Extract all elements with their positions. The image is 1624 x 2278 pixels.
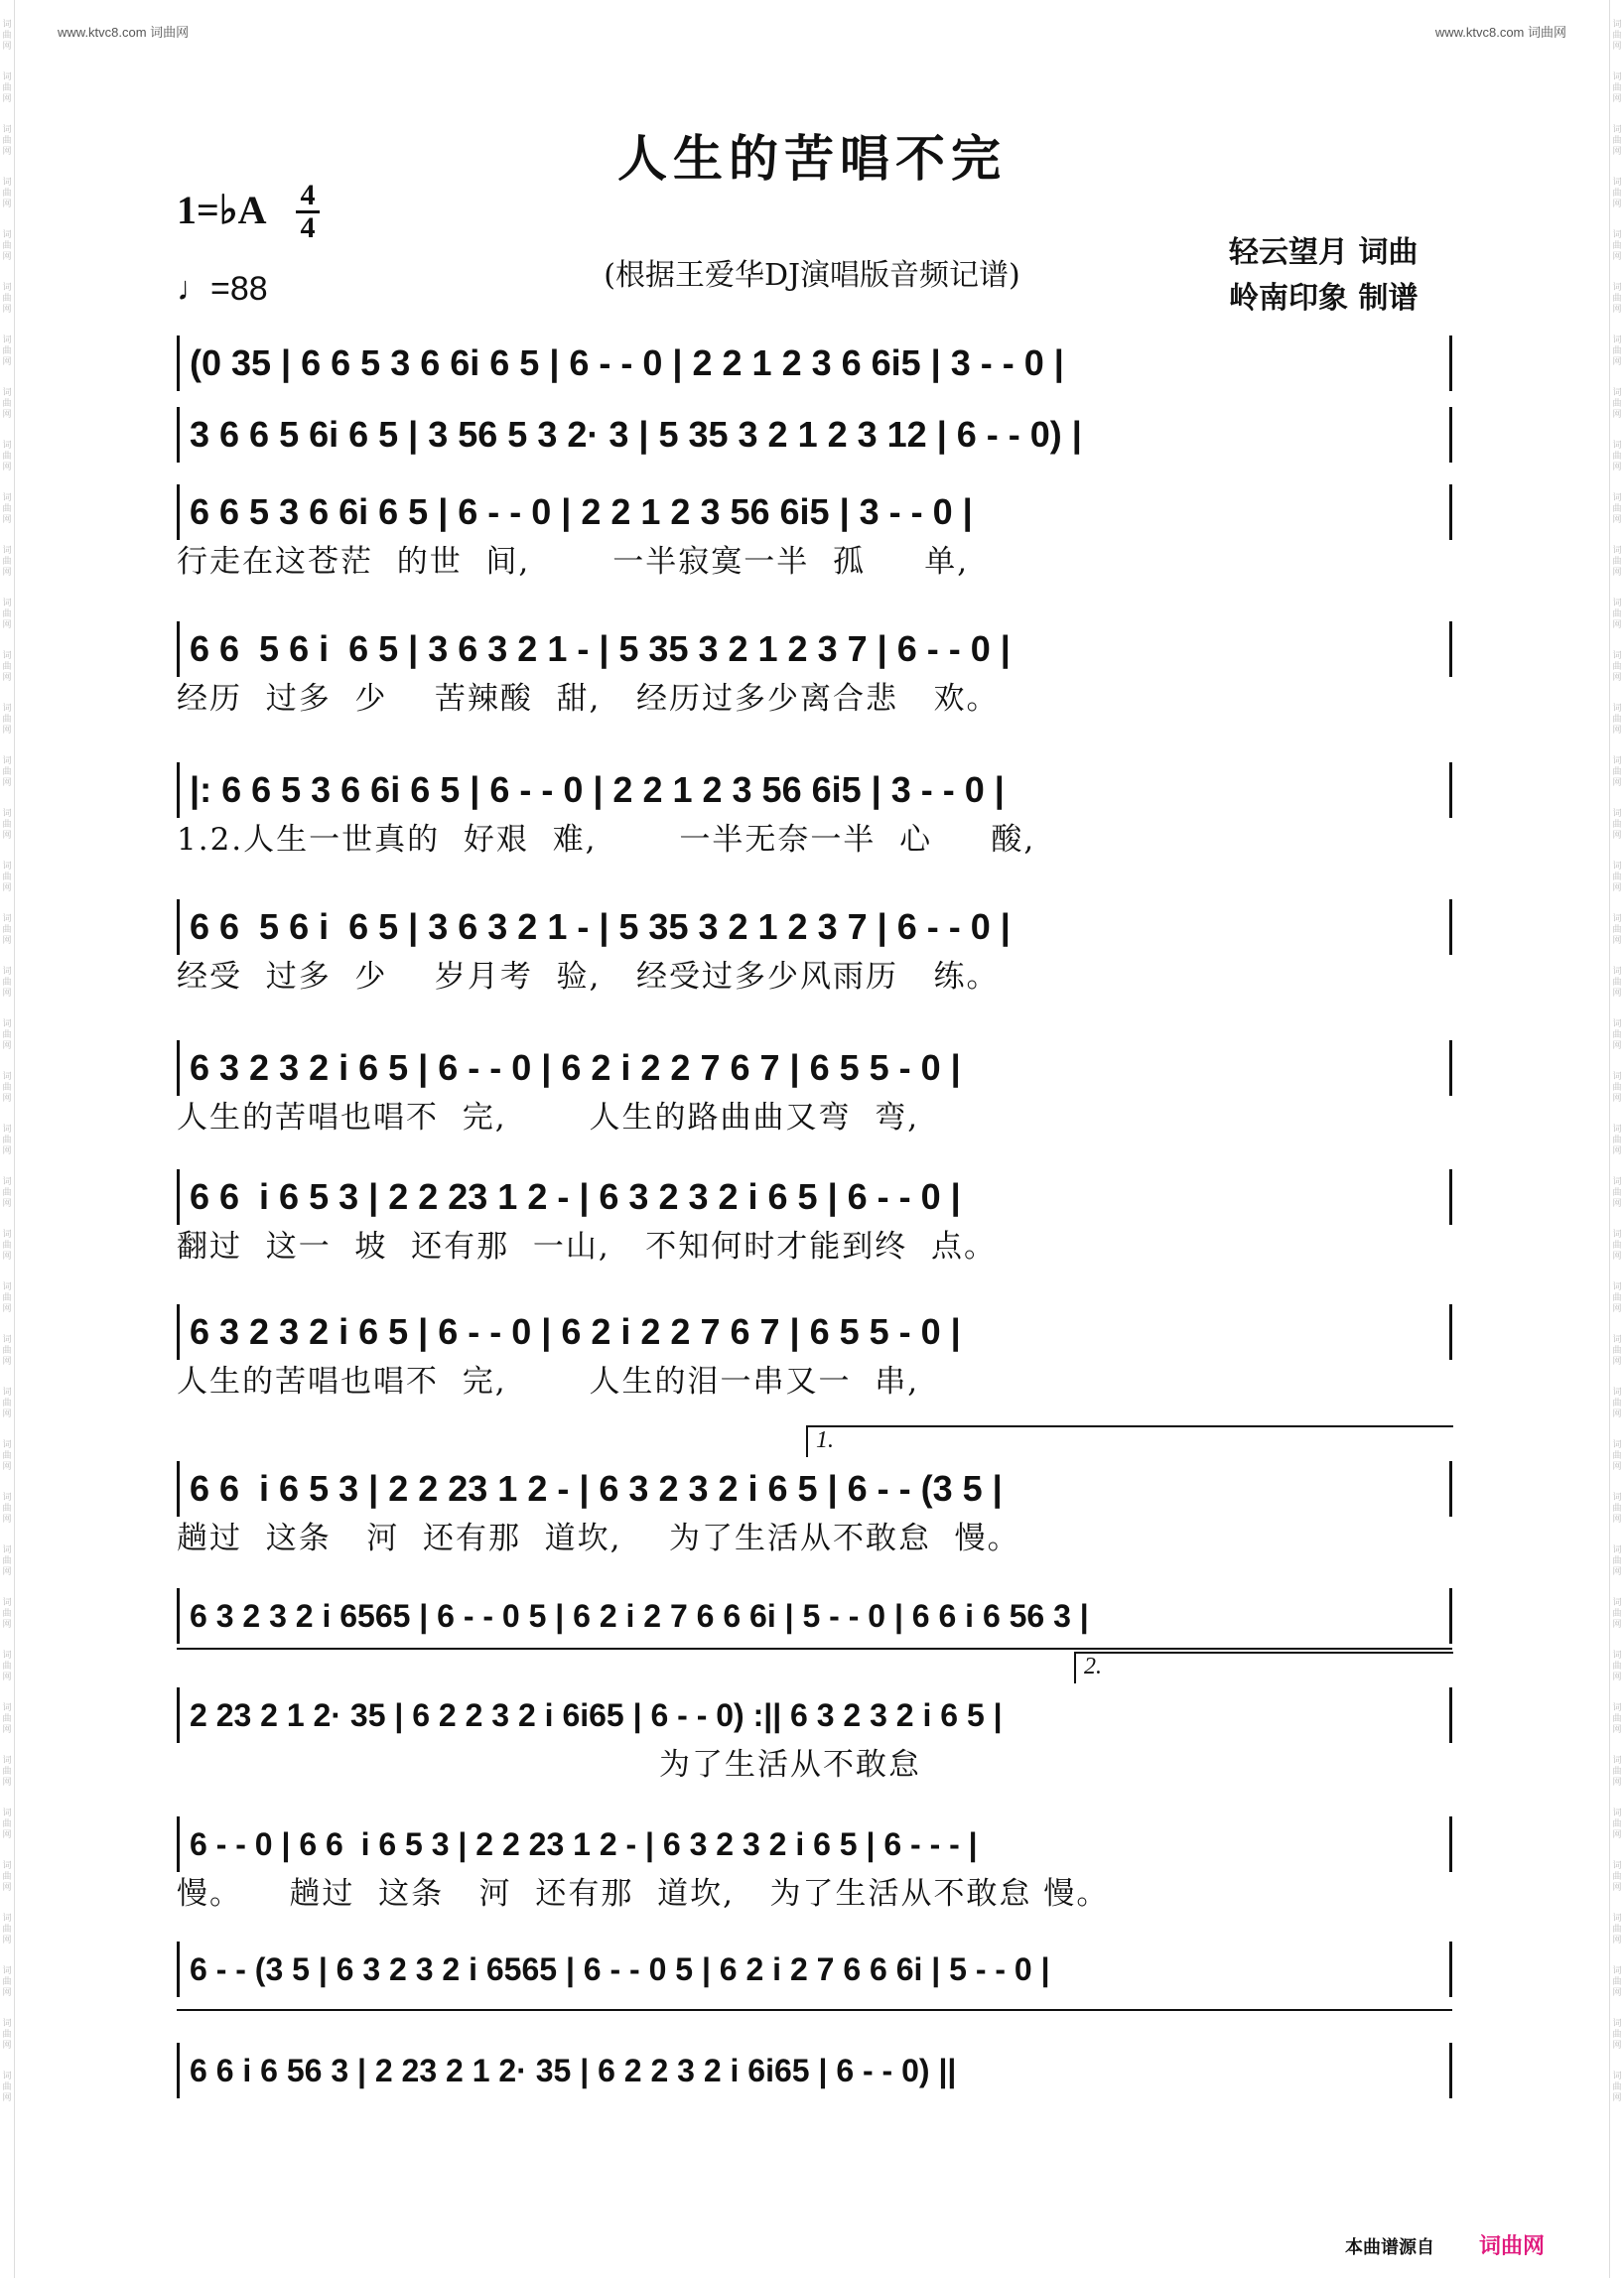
side-watermark-text: 词曲网 <box>1612 1388 1622 1419</box>
side-watermark-text: 词曲网 <box>1612 1861 1622 1893</box>
notation-row: 2 23 2 1 2· 35 | 6 2 2 3 2 i 6i65 | 6 - - 0) :|| 6 3 2 3 2 i 6 5 | <box>177 1687 1452 1743</box>
side-watermark-text: 词曲网 <box>2 72 12 104</box>
side-watermark-text: 词曲网 <box>1612 599 1622 630</box>
notation-row: 6 6 5 6 i 6 5 | 3 6 3 2 1 - | 5 35 3 2 1 2 3 7 | 6 - - 0 | <box>177 899 1452 955</box>
watermark-right: www.ktvc8.com 词曲网 <box>1434 25 1566 40</box>
side-watermark-text: 词曲网 <box>1612 178 1622 209</box>
side-watermark-text: 词曲网 <box>1612 651 1622 683</box>
notation-row: 3 6 6 5 6i 6 5 | 3 56 5 3 2· 3 | 5 35 3 2 1 2 3 12 | 6 - - 0) | <box>177 407 1452 463</box>
side-watermark-text: 词曲网 <box>1612 388 1622 420</box>
side-watermark-text: 词曲网 <box>1612 230 1622 262</box>
volta-1-label: 1. <box>816 1427 834 1453</box>
lyric-row: 翻过 这一 坡 还有那 一山, 不知何时才能到终 点。 <box>177 1229 997 1265</box>
side-watermark-text: 词曲网 <box>2 441 12 472</box>
side-watermark-text: 词曲网 <box>1612 125 1622 157</box>
volta-1-bracket <box>806 1425 1453 1457</box>
credit-lyrics-music: 轻云望月 词曲 <box>1229 235 1419 270</box>
side-watermark-text: 词曲网 <box>1612 1072 1622 1104</box>
notation-row: 6 3 2 3 2 i 6 5 | 6 - - 0 | 6 2 i 2 2 7 6 7 | 6 5 5 - 0 | <box>177 1304 1452 1360</box>
lyric-row: 经受 过多 少 岁月考 验, 经受过多少风雨历 练。 <box>177 959 1000 995</box>
time-bottom: 4 <box>300 211 316 244</box>
side-watermark-text: 词曲网 <box>2 914 12 946</box>
source-brand-link[interactable]: 词曲网 <box>1478 2233 1545 2258</box>
notation-row: 6 - - (3 5 | 6 3 2 3 2 i 6565 | 6 - - 0 5 | 6 2 i 2 7 6 6 6i | 5 - - 0 | <box>177 1942 1452 1997</box>
side-watermark-text: 词曲网 <box>2 546 12 578</box>
side-watermark-text: 词曲网 <box>2 967 12 999</box>
notation-row: 6 6 5 3 6 6i 6 5 | 6 - - 0 | 2 2 1 2 3 56 6i5 | 3 - - 0 | <box>177 484 1452 540</box>
lyric-row: 行走在这苍茫 的世 间, 一半寂寞一半 孤 单, <box>177 544 970 580</box>
side-watermark-text: 词曲网 <box>2 1125 12 1156</box>
notation-row: 6 3 2 3 2 i 6 5 | 6 - - 0 | 6 2 i 2 2 7 6 7 | 6 5 5 - 0 | <box>177 1040 1452 1096</box>
side-watermark-text: 词曲网 <box>2 335 12 367</box>
side-watermark-text: 词曲网 <box>2 1440 12 1472</box>
side-watermark-text: 词曲网 <box>2 704 12 736</box>
side-watermark-text: 词曲网 <box>2 1861 12 1893</box>
side-watermark-text: 词曲网 <box>1612 1019 1622 1051</box>
time-top: 4 <box>300 179 316 211</box>
side-watermark-text: 词曲网 <box>2 1966 12 1998</box>
side-watermark-text: 词曲网 <box>2 178 12 209</box>
tempo-marking: ♩=88 <box>177 270 268 308</box>
side-watermark-text: 词曲网 <box>1612 441 1622 472</box>
credit-transcriber: 岭南印象 制谱 <box>1229 281 1419 316</box>
lyric-row: 人生的苦唱也唱不 完, 人生的路曲曲又弯 弯, <box>177 1100 920 1136</box>
side-watermark-text: 词曲网 <box>2 230 12 262</box>
side-watermark-text: 词曲网 <box>2 283 12 315</box>
source-footer <box>1345 2229 1545 2260</box>
side-watermark-text: 词曲网 <box>1612 72 1622 104</box>
side-watermark-text: 词曲网 <box>1612 283 1622 315</box>
notation-row: 6 3 2 3 2 i 6565 | 6 - - 0 5 | 6 2 i 2 7 6 6 6i | 5 - - 0 | 6 6 i 6 56 3 | <box>177 1588 1452 1644</box>
source-label: 本曲谱源自 <box>1344 2237 1434 2257</box>
notation-row: 6 6 5 6 i 6 5 | 3 6 3 2 1 - | 5 35 3 2 1 2 3 7 | 6 - - 0 | <box>177 621 1452 677</box>
side-watermark-text: 词曲网 <box>2 1282 12 1314</box>
side-watermark-text: 词曲网 <box>2 1335 12 1367</box>
side-watermark-text: 词曲网 <box>1612 1230 1622 1262</box>
key-signature: 1=♭A <box>177 188 267 232</box>
notation-row: 6 6 i 6 5 3 | 2 2 23 1 2 - | 6 3 2 3 2 i 6 5 | 6 - - 0 | <box>177 1169 1452 1225</box>
side-watermark-text: 词曲网 <box>1612 1125 1622 1156</box>
side-watermark-text: 词曲网 <box>2 125 12 157</box>
side-watermark-text: 词曲网 <box>2 1019 12 1051</box>
subtitle: (根据王爱华DJ演唱版音频记谱) <box>604 258 1020 293</box>
side-watermark-text: 词曲网 <box>2 1598 12 1630</box>
side-watermark-text: 词曲网 <box>1612 1545 1622 1577</box>
side-watermark-text: 词曲网 <box>1612 1966 1622 1998</box>
notation-row: 6 - - 0 | 6 6 i 6 5 3 | 2 2 23 1 2 - | 6 3 2 3 2 i 6 5 | 6 - - - | <box>177 1816 1452 1872</box>
volta-1-line <box>177 1648 1452 1650</box>
side-watermark-text: 词曲网 <box>1612 1651 1622 1682</box>
side-watermark-text: 词曲网 <box>1612 756 1622 788</box>
side-watermark-text: 词曲网 <box>1612 1335 1622 1367</box>
side-watermark-text: 词曲网 <box>2 1756 12 1788</box>
side-watermark-text: 词曲网 <box>1612 1177 1622 1209</box>
side-watermark-text: 词曲网 <box>1612 1493 1622 1525</box>
notation-row: |: 6 6 5 3 6 6i 6 5 | 6 - - 0 | 2 2 1 2 3 56 6i5 | 3 - - 0 | <box>177 762 1452 818</box>
side-watermark-text: 词曲网 <box>1612 335 1622 367</box>
side-watermark-text: 词曲网 <box>1612 967 1622 999</box>
watermark-left: www.ktvc8.com 词曲网 <box>58 25 190 40</box>
lyric-row: 1.2.人生一世真的 好艰 难, 一半无奈一半 心 酸, <box>177 822 1036 858</box>
coda-line <box>177 2009 1452 2011</box>
side-watermark-text: 词曲网 <box>1612 1914 1622 1945</box>
side-watermark-text: 词曲网 <box>2 1545 12 1577</box>
notation-row: 6 6 i 6 5 3 | 2 2 23 1 2 - | 6 3 2 3 2 i 6 5 | 6 - - (3 5 | <box>177 1461 1452 1517</box>
lyric-row: 趟过 这条 河 还有那 道坎, 为了生活从不敢怠 慢。 <box>177 1521 1020 1556</box>
side-strip-right <box>1609 0 1624 2278</box>
side-watermark-text: 词曲网 <box>2 493 12 525</box>
side-watermark-text: 词曲网 <box>2 1651 12 1682</box>
side-watermark-text: 词曲网 <box>2 1230 12 1262</box>
side-watermark-text: 词曲网 <box>1612 1756 1622 1788</box>
side-watermark-text: 词曲网 <box>2 862 12 893</box>
side-watermark-text: 词曲网 <box>2 651 12 683</box>
time-signature <box>296 181 320 243</box>
side-watermark-text: 词曲网 <box>2 1177 12 1209</box>
side-watermark-text: 词曲网 <box>1612 1440 1622 1472</box>
side-watermark-text: 词曲网 <box>2 1388 12 1419</box>
side-strip-left <box>0 0 15 2278</box>
side-watermark-text: 词曲网 <box>1612 1809 1622 1840</box>
lyric-row: 慢。 趟过 这条 河 还有那 道坎, 为了生活从不敢怠 慢。 <box>177 1876 1110 1912</box>
side-watermark-text: 词曲网 <box>2 2072 12 2103</box>
side-watermark-text: 词曲网 <box>2 756 12 788</box>
side-watermark-text: 词曲网 <box>1612 704 1622 736</box>
song-title: 人生的苦唱不完 <box>617 129 1007 188</box>
notation-row: 6 6 i 6 56 3 | 2 23 2 1 2· 35 | 6 2 2 3 2 i 6i65 | 6 - - 0) || <box>177 2043 1452 2098</box>
volta-2-bracket <box>1074 1652 1453 1683</box>
side-watermark-text: 词曲网 <box>2 1493 12 1525</box>
side-watermark-text: 词曲网 <box>1612 1598 1622 1630</box>
side-watermark-text: 词曲网 <box>2 388 12 420</box>
side-watermark-text: 词曲网 <box>1612 914 1622 946</box>
lyric-row: 为了生活从不敢怠 <box>177 1747 922 1783</box>
side-watermark-text: 词曲网 <box>1612 862 1622 893</box>
side-watermark-text: 词曲网 <box>2 599 12 630</box>
side-watermark-text: 词曲网 <box>1612 809 1622 841</box>
side-watermark-text: 词曲网 <box>2 1072 12 1104</box>
side-watermark-text: 词曲网 <box>2 809 12 841</box>
side-watermark-text: 词曲网 <box>1612 2072 1622 2103</box>
side-watermark-text: 词曲网 <box>1612 493 1622 525</box>
side-watermark-text: 词曲网 <box>1612 2019 1622 2051</box>
lyric-row: 经历 过多 少 苦辣酸 甜, 经历过多少离合悲 欢。 <box>177 681 1000 717</box>
credits <box>1229 230 1418 322</box>
side-watermark-text: 词曲网 <box>1612 546 1622 578</box>
side-watermark-text: 词曲网 <box>2 1703 12 1735</box>
notation-row: (0 35 | 6 6 5 3 6 6i 6 5 | 6 - - 0 | 2 2 1 2 3 6 6i5 | 3 - - 0 | <box>177 335 1452 391</box>
side-watermark-text: 词曲网 <box>1612 1282 1622 1314</box>
side-watermark-text: 词曲网 <box>2 1914 12 1945</box>
side-watermark-text: 词曲网 <box>2 2019 12 2051</box>
side-watermark-text: 词曲网 <box>2 20 12 52</box>
side-watermark-text: 词曲网 <box>1612 20 1622 52</box>
side-watermark-text: 词曲网 <box>1612 1703 1622 1735</box>
volta-2-label: 2. <box>1084 1654 1102 1679</box>
lyric-row: 人生的苦唱也唱不 完, 人生的泪一串又一 串, <box>177 1364 920 1400</box>
side-watermark-text: 词曲网 <box>2 1809 12 1840</box>
